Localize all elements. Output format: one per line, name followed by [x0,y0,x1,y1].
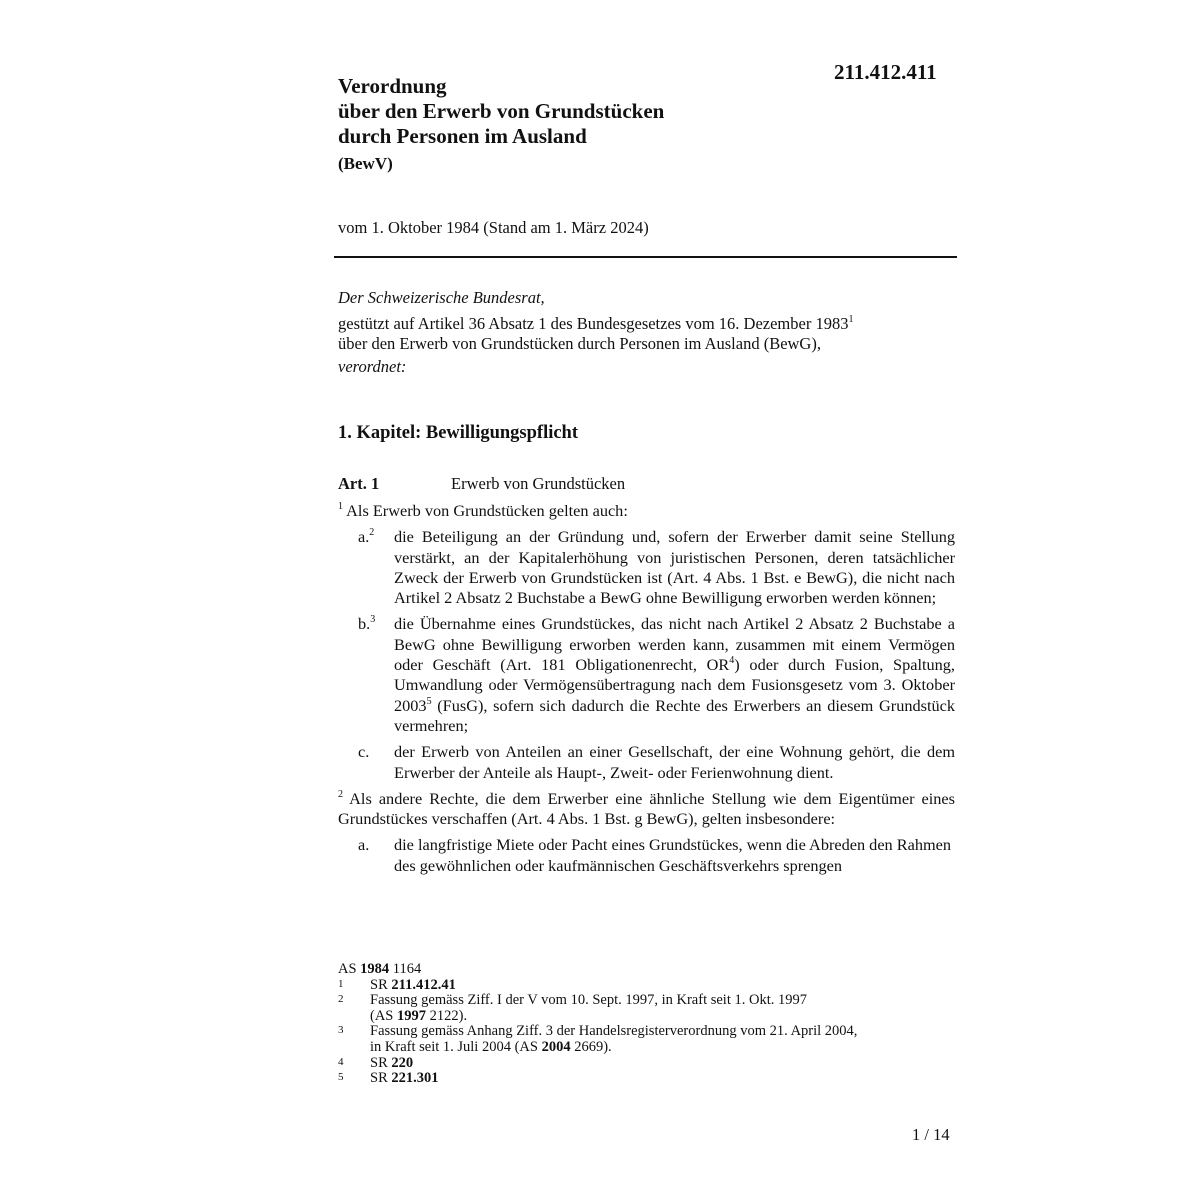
chapter-heading: 1. Kapitel: Bewilligungspflicht [338,423,579,443]
list-item [338,527,955,608]
preamble [338,288,853,377]
item-label: c. [358,742,370,762]
article-number: Art. 1 [338,474,380,493]
footnote-pre: SR [370,1070,392,1087]
footnote-line: Fassung gemäss Ziff. I der V vom 10. Sept. 1997, in Kraft seit 1. Okt. 1997 [370,992,807,1009]
paragraph [338,789,955,830]
footnote-text [370,978,456,994]
basis-text: gestützt auf Artikel 36 Absatz 1 des Bundesgesetzes vom 16. Dezember 1983 [338,314,849,333]
footnote-post: 2122). [426,1007,468,1024]
paragraph-text: Als andere Rechte, die dem Erwerber eine ähnliche Stellung wie dem Eigentümer eines Grundstückes verschaffen (Art. 4 Abs. 1 Bst. g BewG), gelten insbesondere: [338,788,955,829]
footnote [338,1056,857,1072]
footnote-bold: 220 [391,1054,414,1071]
paragraph-text: Als Erwerb von Grundstücken gelten auch: [346,501,628,520]
paragraph [338,501,955,521]
as-reference [338,962,857,978]
footnote-text [370,1071,439,1087]
preamble-decrees: verordnet: [338,357,407,376]
footnote-pre: in Kraft seit 1. Juli 2004 (AS [370,1038,542,1055]
item-text: der Erwerb von Anteilen an einer Gesellschaft, der eine Wohnung gehört, die dem Erwerber der Anteile als Haupt-, Zweit- oder Ferienwohnung dient. [394,742,955,782]
item-text: die Beteiligung an der Gründung und, sofern der Erwerber damit seine Stellung verstärkt, an der Kapitalerhöhung von juristischen Personen, deren tatsächlicher Zweck der Erwerb von Grundstücken ist (Art. 4 Abs. 1 Bst. e BewG), die nicht nach Artikel 2 Absatz 2 Buchstabe a BewG ohne Bewilligung erworben werden können; [394,527,955,608]
item-label: a. [358,835,370,855]
item-label: a. [358,527,370,547]
footnote-ref[interactable]: 1 [848,314,854,325]
preamble-basis [338,314,853,334]
footnote-pre: (AS [370,1007,397,1024]
footnote-bold: 211.412.41 [391,976,456,993]
footnote-text [370,993,807,1024]
footnote [338,1024,857,1055]
item-text [394,614,955,736]
item-text-part: die Übernahme eines Grundstückes, das nicht nach Artikel 2 Absatz 2 Buchstabe a BewG ohne Bewilligung erworben werden kann, zusammen mit einem Vermögen oder Geschäft (Art. 181 Obligationenrecht, OR [394,614,955,675]
list-item [338,742,955,783]
as-prefix: AS [338,961,361,977]
article-body [338,501,955,882]
footnote-number: 3 [338,1024,344,1037]
footnote-ref[interactable]: 5 [426,695,432,707]
footnote-ref[interactable]: 2 [369,527,375,539]
date-line: vom 1. Oktober 1984 (Stand am 1. März 2024) [338,218,649,237]
footnote [338,978,857,994]
footnote [338,993,857,1024]
footnotes [338,962,857,1087]
footnote-ref[interactable]: 4 [729,655,735,667]
list-item [338,835,955,876]
list-item [338,614,955,736]
paragraph-number: 2 [338,788,343,800]
footnote-bold: 221.301 [391,1070,439,1087]
footnote-line: Fassung gemäss Anhang Ziff. 3 der Handelsregisterverordnung vom 21. April 2004, [370,1023,858,1040]
title-line: Verordnung [338,74,447,98]
page-number: 1 / 14 [912,1125,950,1144]
header-divider [334,256,957,258]
as-page: 1164 [389,961,422,977]
footnote-number: 2 [338,993,344,1006]
document-abbreviation: (BewV) [338,154,393,173]
footnote-number: 5 [338,1071,344,1084]
item-label: b. [358,614,371,634]
item-text-part: (FusG), sofern sich dadurch die Rechte des Erwerbers an diesem Grundstück vermehren; [394,695,955,735]
footnote-post: 2669). [570,1038,612,1055]
footnote-pre: SR [370,1054,392,1071]
preamble-basis-cont: über den Erwerb von Grundstücken durch Personen im Ausland (BewG), [338,334,821,353]
article-heading [338,474,625,494]
footnote-bold: 1997 [397,1007,426,1024]
footnote [338,1071,857,1087]
as-year: 1984 [360,961,390,977]
title-line: über den Erwerb von Grundstücken [338,99,665,123]
footnote-pre: SR [370,976,392,993]
paragraph-number: 1 [338,501,343,512]
preamble-authority: Der Schweizerische Bundesrat, [338,288,545,307]
document-title [338,74,664,149]
sr-number: 211.412.411 [834,60,937,84]
footnote-text [370,1056,413,1072]
title-line: durch Personen im Ausland [338,124,587,148]
item-text: die langfristige Miete oder Pacht eines Grundstückes, wenn die Abreden den Rahmen des gewöhnlichen oder kaufmännischen Geschäftsverkehrs sprengen [394,835,952,875]
footnote-number: 4 [338,1055,344,1068]
footnote-ref[interactable]: 3 [370,614,376,626]
footnote-number: 1 [338,977,344,990]
article-title: Erwerb von Grundstücken [451,474,626,493]
footnote-text [370,1024,857,1055]
footnote-bold: 2004 [541,1038,571,1055]
item-text-part: ) oder durch Fusion, Spaltung, Umwandlung oder Vermögensübertragung nach dem Fusionsgesetz vom 3. Oktober 2003 [394,655,955,715]
